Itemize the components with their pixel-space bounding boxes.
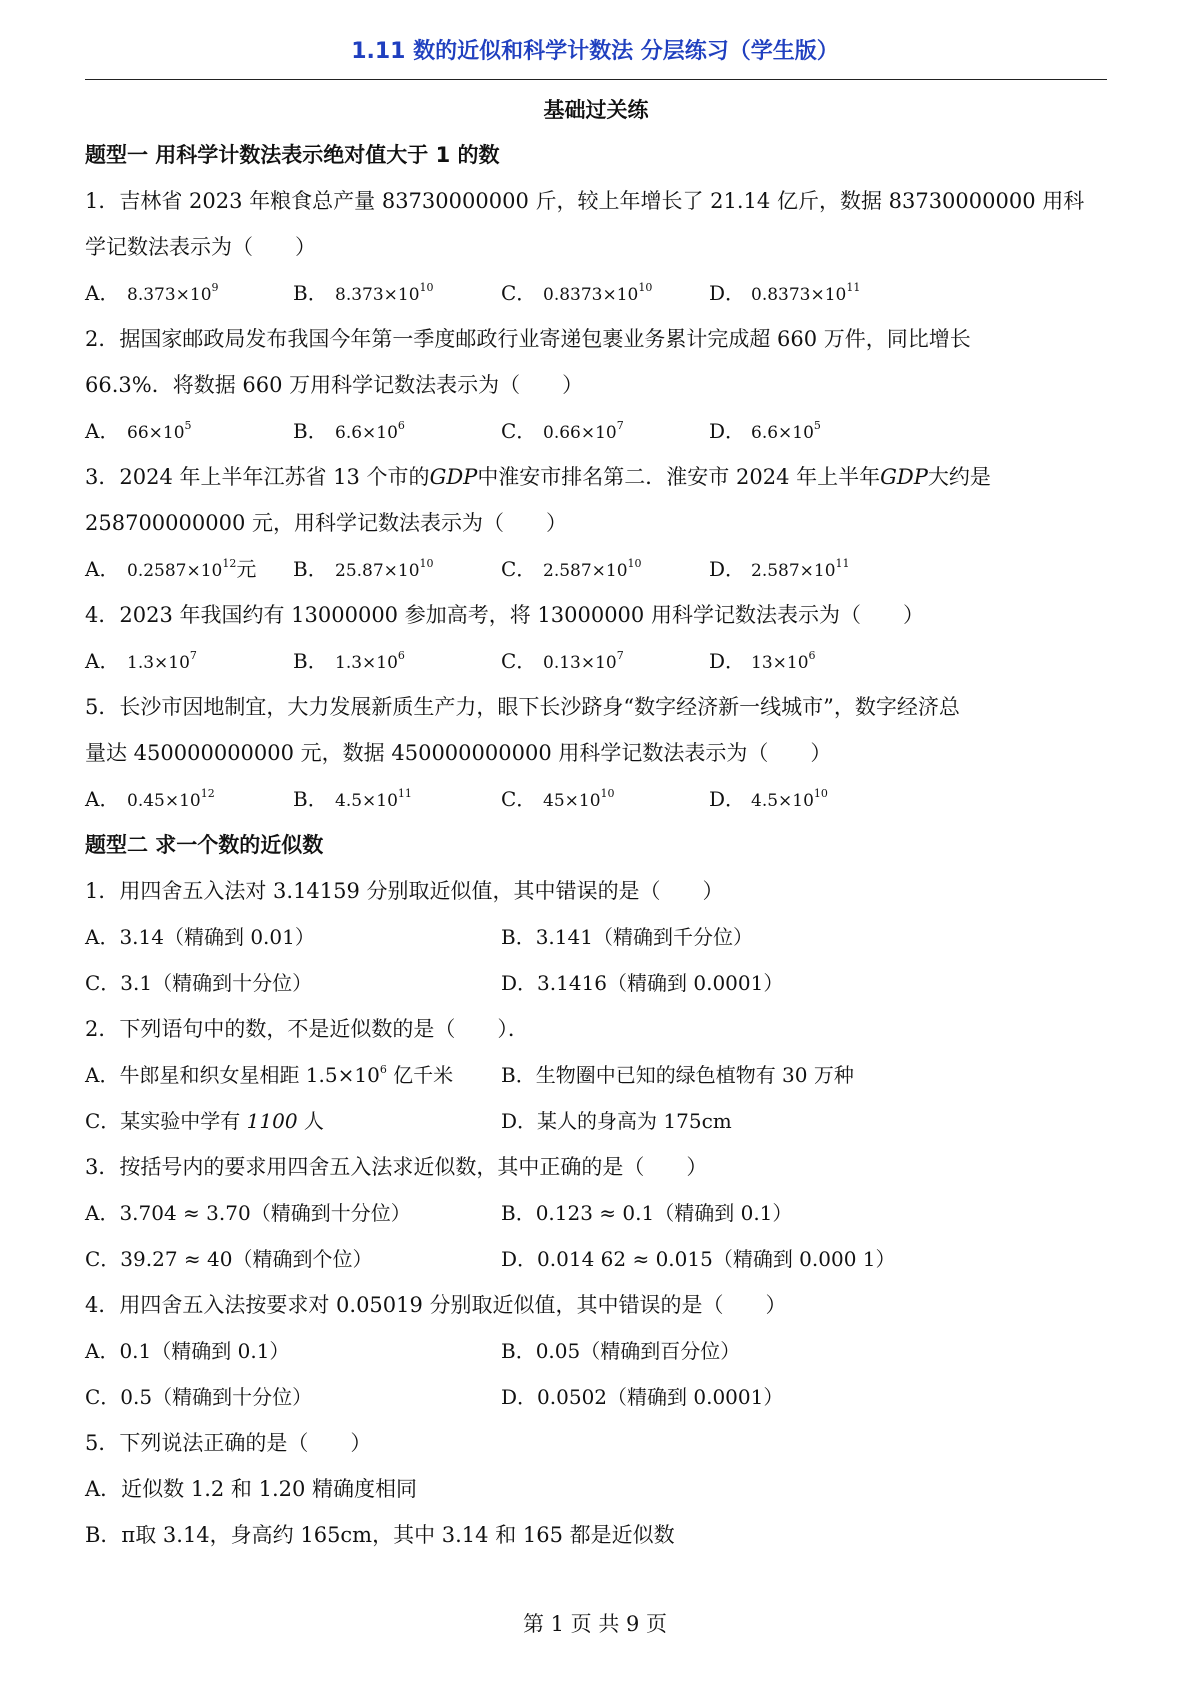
option-c: C． $2.587\times 10^{10}$ [501,557,642,581]
question-text: 4．2023 年我国约有 13000000 参加高考，将 13000000 用科学记数法表示为（ ） [85,603,924,627]
option-b: B． $6.6\times 10^6$ [293,419,405,443]
question-text: 3．2024 年上半年江苏省 13 个市的GDP中淮安市排名第二．淮安市 2024 年上半年GDP大约是 [85,465,991,489]
option-d: D． $2.587\times 10^{11}$ [709,557,850,581]
option-b: B． $4.5\times 10^{11}$ [293,787,412,811]
option-d: D． $0.8373\times 10^{11}$ [709,281,861,305]
type1-question-5 [85,684,1107,822]
option-a: A．3.14（精确到 0.01） [85,925,315,949]
option-row [85,776,1107,822]
question-text: 1．用四舍五入法对 3.14159 分别取近似值，其中错 ·误 ·的是（ ） [85,868,1107,914]
question-type-2-title: 题型二 求一个数的近似数 [85,833,324,857]
option-a: A． $1.3\times 10^7$ [85,649,197,673]
type2-question-1 [85,868,1107,1006]
option-row [85,408,1107,454]
option-d: D．某人的身高为 175cm [501,1109,732,1133]
option-a: A．0.1（精确到 0.1） [85,1339,290,1363]
option-d: D． $4.5\times 10^{10}$ [709,787,828,811]
option-c: C．某实验中学有 1100 人 [85,1109,324,1133]
option-row [85,1236,1107,1282]
type1-question-1 [85,178,1107,316]
option-a: A．近似数 1.2 和 1.20 精确度相同 [85,1477,418,1501]
option-row [85,914,1107,960]
type2-question-3 [85,1144,1107,1282]
option-a: A．牛郎星和织女星相距 $1.5\times 10^6$ 亿千米 [85,1063,454,1087]
question-text: 量达 450000000000 元，数据 450000000000 用科学记数法表示为（ ） [85,741,832,765]
question-text: 1．吉林省 2023 年粮食总产量 83730000000 斤，较上年增长了 21.14 亿斤，数据 83730000000 用科 [85,189,1085,213]
header-divider [85,79,1107,80]
option-b: B．0.05（精确到百分位） [501,1339,741,1363]
type1-question-2 [85,316,1107,454]
emphasis-char: 误 · [577,879,598,903]
option-row [85,960,1107,1006]
option-c: C．39.27 ≈ 40（精确到个位） [85,1247,373,1271]
question-text: 5．长沙市因地制宜，大力发展新质生产力，眼下长沙跻身“数字经济新一线城市”，数字经济总 [85,695,960,719]
question-text: 2．下列语句中的数，不是近似数的是（ ）． [85,1017,529,1041]
option-b: B．生物圈中已知的绿色植物有 30 万种 [501,1063,854,1087]
option-c: C．3.1（精确到十分位） [85,971,313,995]
type2-question-2 [85,1006,1107,1144]
option-a: A．3.704 ≈ 3.70（精确到十分位） [85,1201,411,1225]
option-d: D． $6.6\times 10^5$ [709,419,821,443]
option-d: D．0.0502（精确到 0.0001） [501,1385,784,1409]
option-c: C．0.5（精确到十分位） [85,1385,313,1409]
section-title: 基础过关练 [543,98,649,122]
option-d: D．3.1416（精确到 0.0001） [501,971,784,995]
option-b: B． $25.87\times 10^{10}$ [293,557,434,581]
type2-question-5 [85,1420,1107,1558]
document-title: 1.11 数的近似和科学计数法 分层练习（学生版） [351,39,839,64]
question-text: 66.3%．将数据 660 万用科学记数法表示为（ ） [85,373,584,397]
question-text: 258700000000 元，用科学记数法表示为（ ） [85,511,568,535]
question-text: 2．据国家邮政局发布我国今年第一季度邮政行业寄递包裹业务累计完成超 660 万件，同比增长 [85,327,971,351]
option-c: C． $0.8373\times 10^{10}$ [501,281,653,305]
option-a: A． $0.45\times 10^{12}$ [85,787,215,811]
question-text: 4．用四舍五入法按要求对 0.05019 分别取近似值，其中错误的是（ ） [85,1293,787,1317]
worksheet-content [85,88,1107,1558]
option-row [85,1328,1107,1374]
option-d: D． $13\times 10^6$ [709,649,816,673]
option-c: C． $0.66\times 10^7$ [501,419,624,443]
option-d: D．0.014 62 ≈ 0.015（精确到 0.000 1） [501,1247,896,1271]
option-a: A． $0.2587\times 10^{12}$元 [85,557,257,581]
type1-question-3 [85,454,1107,592]
option-row [85,546,1107,592]
question-text: 3．按括号内的要求用四舍五入法求近似数，其中正确的是（ ） [85,1155,708,1179]
option-row [85,1098,1107,1144]
option-row [85,638,1107,684]
option-b: B． $8.373\times 10^{10}$ [293,281,434,305]
option-c: C． $0.13\times 10^7$ [501,649,624,673]
question-text: 5．下列说法正确的是（ ） [85,1431,372,1455]
type1-question-4 [85,592,1107,684]
option-a: A． $66\times 10^5$ [85,419,192,443]
option-b: B．3.141（精确到千分位） [501,925,753,949]
question-type-1-title: 题型一 用科学计数法表示绝对值大于 1 的数 [85,143,500,167]
emphasis-char: 错 · [556,879,577,903]
option-b: B． $1.3\times 10^6$ [293,649,405,673]
option-c: C． $45\times 10^{10}$ [501,787,615,811]
option-row [85,1374,1107,1420]
option-a: A． $8.373\times 10^9$ [85,281,219,305]
type2-question-4 [85,1282,1107,1420]
option-row [85,1190,1107,1236]
option-row [85,1052,1107,1098]
question-text: 学记数法表示为（ ） [85,235,316,259]
option-row [85,270,1107,316]
option-b: B．0.123 ≈ 0.1（精确到 0.1） [501,1201,793,1225]
page-number: 第 1 页 共 9 页 [522,1612,668,1636]
option-b: B．π取 3.14，身高约 165cm，其中 3.14 和 165 都是近似数 [85,1523,675,1547]
